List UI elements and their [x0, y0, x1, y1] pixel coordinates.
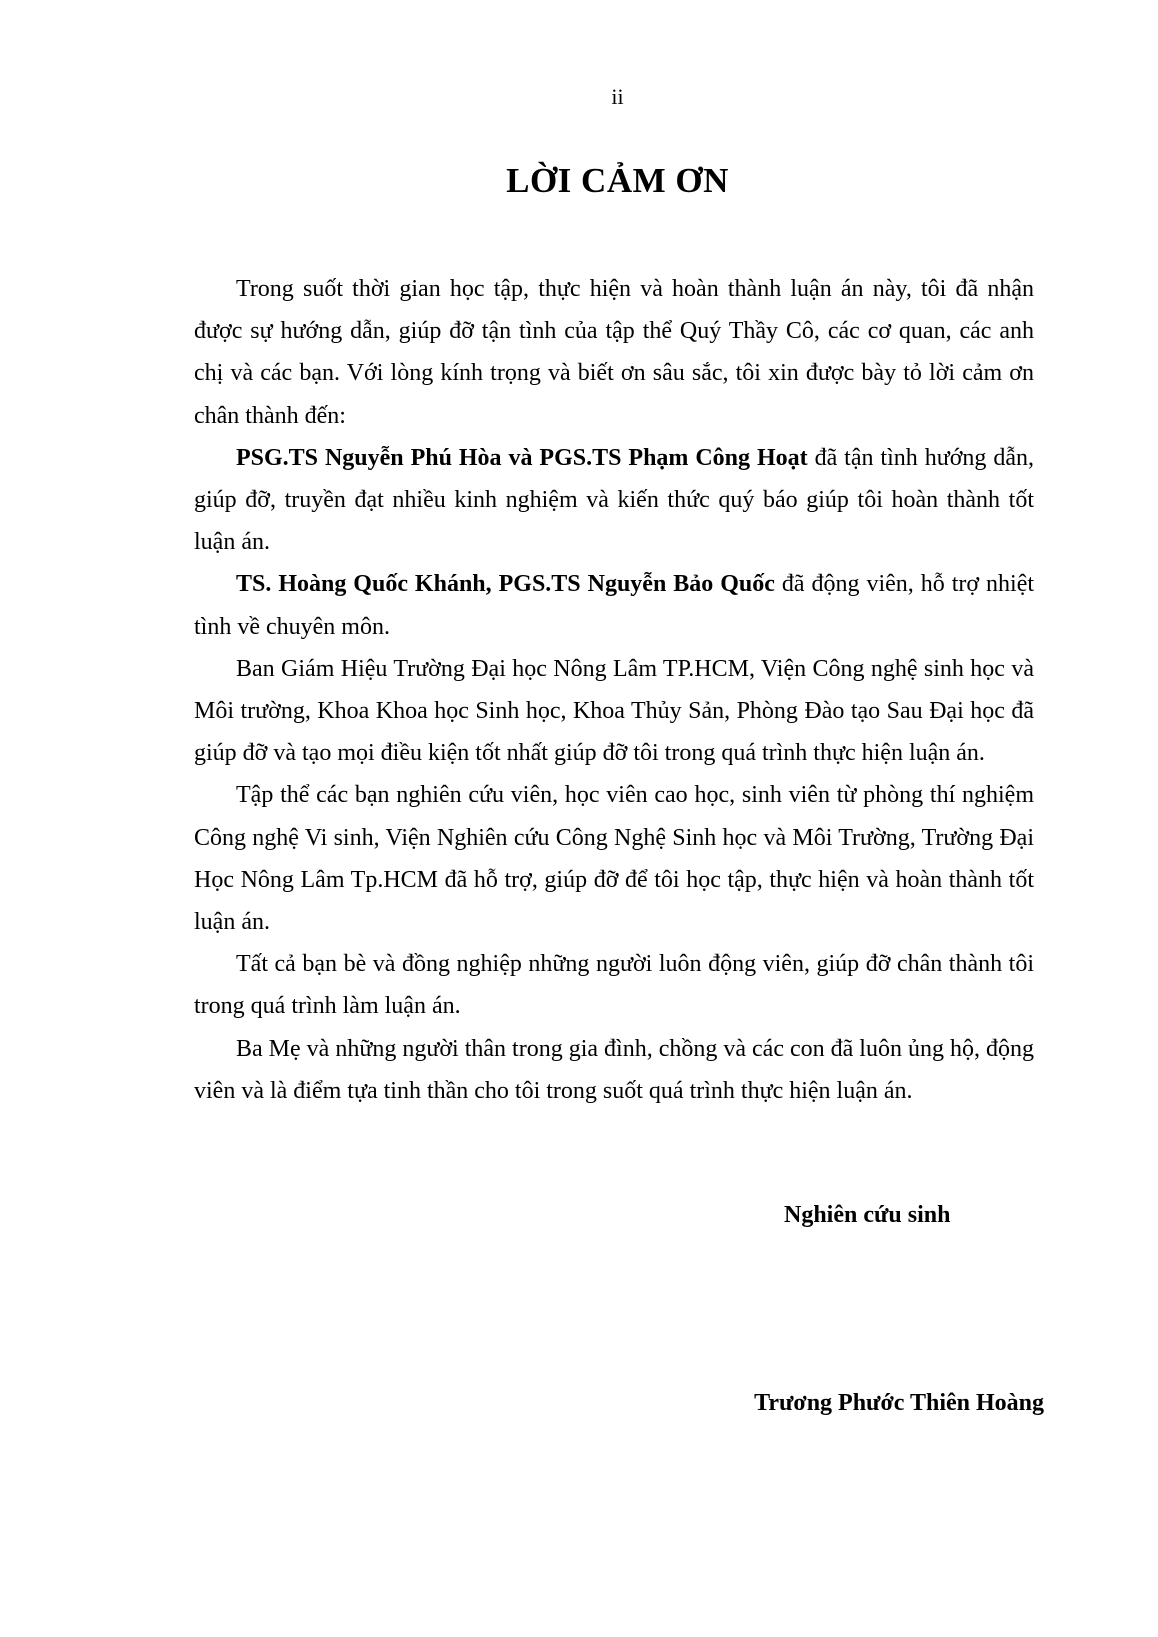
paragraph-family: Ba Mẹ và những người thân trong gia đình, chồng và các con đã luôn ủng hộ, động viên và là điểm tựa tinh thần cho tôi trong suốt quá trình thực hiện luận án. [194, 1035, 1034, 1104]
page-number: ii [611, 84, 624, 109]
acknowledgement-body [194, 268, 1034, 1112]
signer-name: Trương Phước Thiên Hoàng [754, 1390, 1044, 1416]
advisors-names: TS. Hoàng Quốc Khánh, PGS.TS Nguyễn Bảo Quốc [236, 571, 775, 598]
supervisors-names: PSG.TS Nguyễn Phú Hòa và PGS.TS Phạm Công Hoạt [236, 444, 808, 471]
paragraph-colleagues: Tập thể các bạn nghiên cứu viên, học viên cao học, sinh viên từ phòng thí nghiệm Công nghệ Vi sinh, Viện Nghiên cứu Công Nghệ Sinh học và Môi Trường, Trường Đại Học Nông Lâm Tp.HCM đã hỗ trợ, giúp đỡ để tôi học tập, thực hiện và hoàn thành tốt luận án. [194, 782, 1034, 936]
supervisors-text: đã tận tình hướng dẫn, giúp đỡ, truyền đạt nhiều kinh nghiệm và kiến thức quý báo giúp tôi hoàn thành tốt luận án. [194, 444, 1034, 556]
advisors-text: đã động viên, hỗ trợ nhiệt tình về chuyên môn. [194, 571, 1035, 640]
paragraph-institutions: Ban Giám Hiệu Trường Đại học Nông Lâm TP.HCM, Viện Công nghệ sinh học và Môi trường, Khoa Khoa học Sinh học, Khoa Thủy Sản, Phòng Đào tạo Sau Đại học đã giúp đỡ và tạo mọi điều kiện tốt nhất giúp đỡ tôi trong quá trình thực hiện luận án. [194, 655, 1034, 767]
paragraph-supervisors [194, 437, 1034, 564]
paragraph-friends: Tất cả bạn bè và đồng nghiệp những người luôn động viên, giúp đỡ chân thành tôi trong quá trình làm luận án. [194, 951, 1034, 1020]
paragraph-advisors [194, 563, 1034, 647]
page-title: LỜI CẢM ƠN [506, 161, 729, 200]
paragraph-intro: Trong suốt thời gian học tập, thực hiện và hoàn thành luận án này, tôi đã nhận được sự hướng dẫn, giúp đỡ tận tình của tập thể Quý Thầy Cô, các cơ quan, các anh chị và các bạn. Với lòng kính trọng và biết ơn sâu sắc, tôi xin được bày tỏ lời cảm ơn chân thành đến: [194, 276, 1034, 429]
signer-role: Nghiên cứu sinh [784, 1202, 951, 1228]
